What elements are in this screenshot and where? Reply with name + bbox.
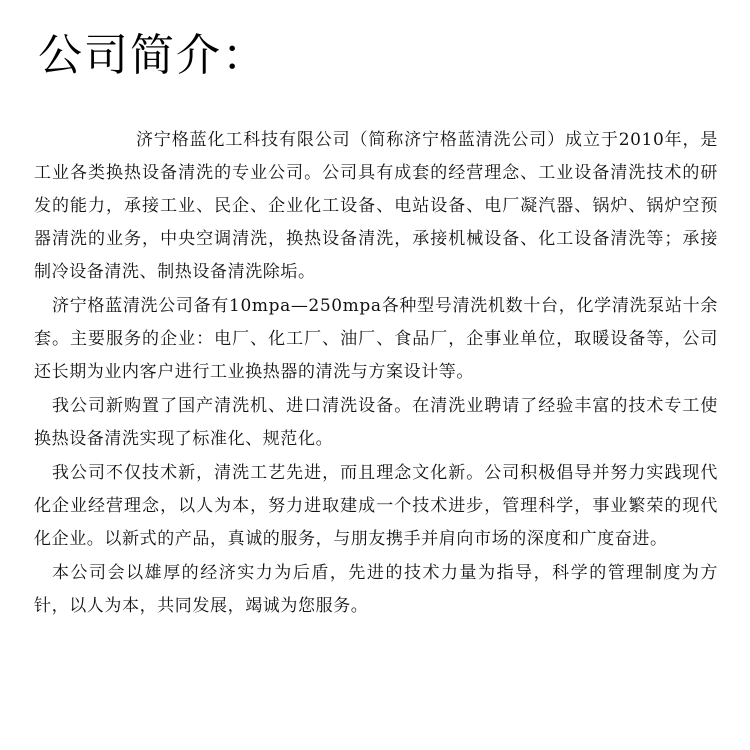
document-body bbox=[34, 124, 718, 624]
paragraph-equipment: 济宁格蓝清洗公司备有10mpa—250mpa各种型号清洗机数十台，化学清洗泵站十余套。主要服务的企业：电厂、化工厂、油厂、食品厂，企事业单位，取暖设备等，公司还长期为业内客户进行工业换热器的清洗与方案设计等。 bbox=[34, 296, 718, 382]
paragraph-philosophy: 我公司不仅技术新，清洗工艺先进，而且理念文化新。公司积极倡导并努力实践现代化企业经营理念，以人为本，努力进取建成一个技术进步，管理科学，事业繁荣的现代化企业。以新式的产品，真诚的服务，与朋友携手并肩向市场的深度和广度奋进。 bbox=[34, 463, 718, 549]
paragraph-new-equipment: 我公司新购置了国产清洗机、进口清洗设备。在清洗业聘请了经验丰富的技术专工使换热设备清洗实现了标准化、规范化。 bbox=[34, 396, 718, 449]
page-title: 公司简介： bbox=[38, 30, 268, 81]
paragraph-company-overview: 济宁格蓝化工科技有限公司（简称济宁格蓝清洗公司）成立于2010年，是工业各类换热设备清洗的专业公司。公司具有成套的经营理念、工业设备清洗技术的研发的能力，承接工业、民企、企业化工设备、电站设备、电厂凝汽器、锅炉、锅炉空预器清洗的业务，中央空调清洗，换热设备清洗，承接机械设备、化工设备清洗等；承接制冷设备清洗、制热设备清洗除垢。 bbox=[34, 130, 718, 282]
paragraph-commitment: 本公司会以雄厚的经济实力为后盾，先进的技术力量为指导，科学的管理制度为方针，以人为本，共同发展，竭诚为您服务。 bbox=[34, 563, 718, 616]
